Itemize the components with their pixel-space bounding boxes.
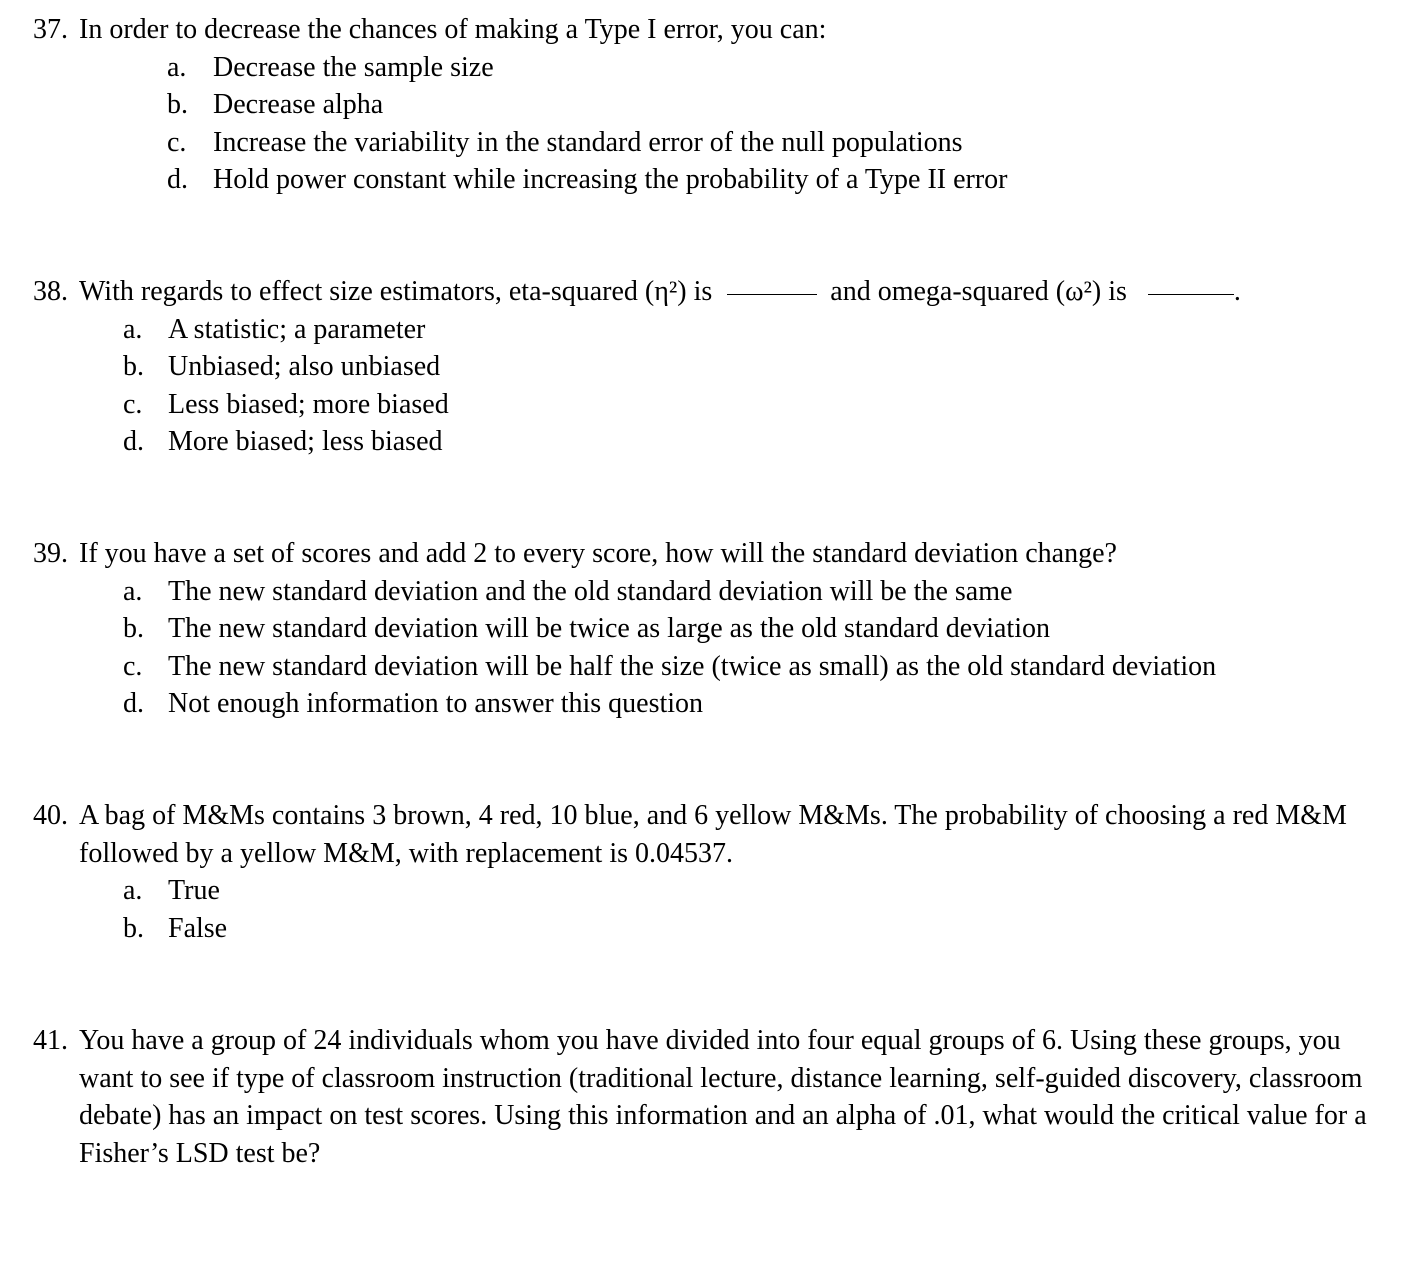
option-text: A statistic; a parameter (168, 313, 426, 345)
question-40 (33, 797, 1393, 947)
option-text: Unbiased; also unbiased (168, 351, 441, 382)
question-number: 41. (33, 1025, 68, 1056)
question-text: A bag of M&Ms contains 3 brown, 4 red, 10 blue, and 6 yellow M&Ms. The probability of choosing a red M&M followed by a yellow M&M, with replacement is 0.04537. (79, 800, 1347, 869)
answer-option-b (33, 348, 1393, 386)
answer-option-c (33, 386, 1393, 424)
question-text-part-1: With regards to effect size estimators, eta-squared (η²) is (79, 276, 713, 307)
option-letter: c. (123, 650, 143, 682)
answer-options (33, 311, 1393, 461)
question-39 (33, 535, 1393, 723)
question-stem (33, 535, 1393, 573)
answer-option-a (33, 872, 1393, 910)
answer-option-b (33, 610, 1393, 648)
option-letter: b. (123, 351, 144, 382)
fill-in-blank-1 (727, 294, 817, 295)
answer-option-c (33, 124, 1393, 162)
option-letter: b. (123, 912, 144, 944)
option-letter: d. (167, 164, 188, 195)
question-stem (33, 11, 1393, 49)
option-text: The new standard deviation and the old standard deviation will be the same (168, 575, 1013, 607)
question-stem (33, 273, 1393, 311)
option-text: True (168, 875, 220, 906)
option-letter: b. (123, 613, 144, 644)
question-text: In order to decrease the chances of making a Type I error, you can: (79, 14, 827, 45)
option-letter: d. (123, 688, 144, 719)
answer-option-d (33, 685, 1393, 723)
option-text: The new standard deviation will be half the size (twice as small) as the old standard deviation (168, 650, 1217, 682)
option-text: Decrease the sample size (213, 51, 494, 83)
answer-option-c (33, 648, 1393, 686)
question-37 (33, 11, 1393, 199)
option-letter: c. (167, 126, 187, 158)
option-text: Less biased; more biased (168, 388, 449, 420)
question-number: 38. (33, 276, 68, 307)
option-text: False (168, 912, 228, 944)
answer-option-b (33, 910, 1393, 948)
answer-option-d (33, 161, 1393, 199)
option-letter: d. (123, 426, 144, 457)
option-text: Decrease alpha (213, 89, 384, 120)
question-number: 39. (33, 538, 68, 569)
option-letter: c. (123, 388, 143, 420)
question-38 (33, 273, 1393, 461)
option-letter: a. (123, 313, 143, 345)
option-text: The new standard deviation will be twice as large as the old standard deviation (168, 613, 1050, 644)
answer-option-a (33, 573, 1393, 611)
option-letter: a. (123, 875, 143, 906)
answer-option-a (33, 311, 1393, 349)
question-text-end: . (1233, 276, 1241, 307)
option-letter: a. (167, 51, 187, 83)
answer-options (33, 49, 1393, 199)
option-letter: a. (123, 575, 143, 607)
answer-option-b (33, 86, 1393, 124)
answer-options (33, 872, 1393, 947)
answer-options (33, 573, 1393, 723)
fill-in-blank-2 (1148, 294, 1234, 295)
option-letter: b. (167, 89, 188, 120)
option-text: Hold power constant while increasing the probability of a Type II error (213, 164, 1008, 195)
question-stem (33, 797, 1393, 872)
option-text: Not enough information to answer this question (168, 688, 704, 719)
question-text: If you have a set of scores and add 2 to every score, how will the standard deviation change? (79, 538, 1117, 569)
answer-option-d (33, 423, 1393, 461)
question-text: You have a group of 24 individuals whom you have divided into four equal groups of 6. Using these groups, you want to see if type of classroom instruction (traditional lecture, distance learning, self-guided discovery, classroom debate) has an impact on test scores. Using this information and an alpha of .01, what would the critical value for a Fisher’s LSD test be? (79, 1025, 1367, 1169)
option-text: Increase the variability in the standard error of the null populations (213, 126, 963, 158)
question-41 (33, 1022, 1393, 1172)
question-number: 37. (33, 14, 68, 45)
answer-option-a (33, 49, 1393, 87)
question-stem (33, 1022, 1393, 1172)
option-text: More biased; less biased (168, 426, 443, 457)
question-text-part-2: and omega-squared (ω²) is (830, 276, 1127, 307)
question-number: 40. (33, 800, 68, 831)
